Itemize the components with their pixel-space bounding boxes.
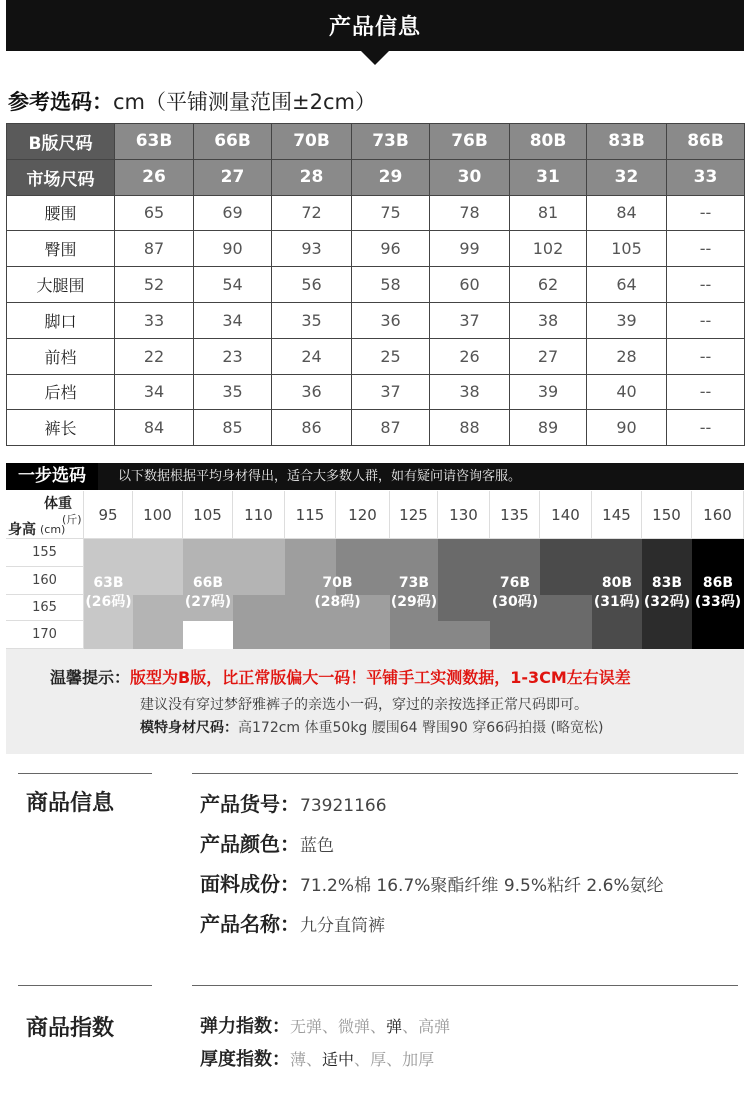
weight-header: 160 [692,491,744,539]
row-label-cell: 脚口 [7,302,115,338]
size-cell: 58 [352,267,430,303]
size-cell: 90 [194,231,272,267]
size-cell: 37 [430,302,510,338]
weight-header: 130 [438,491,490,539]
size-cell: 99 [430,231,510,267]
size-cell: 69 [194,195,272,231]
weight-header: 105 [183,491,233,539]
weight-unit: (斤) [62,513,82,526]
index-option: 弹 [386,1017,403,1036]
size-cell: 36 [272,374,352,410]
size-cell: 36 [352,302,430,338]
thickness-label: 厚度指数： [200,1049,290,1070]
measurement-row [7,410,745,446]
size-zone [438,539,490,621]
index-option: 适中 [322,1050,355,1069]
size-zone [540,539,592,595]
product-info-title: 商品信息 [26,791,115,816]
height-header: 165 [6,595,84,621]
size-zone-label: 83B (32码) [643,575,691,610]
tip-warning [50,665,631,688]
row-label-cell: 腰围 [7,195,115,231]
size-cell: 39 [510,374,587,410]
size-cell: 83B [587,124,667,160]
size-cell: 87 [352,410,430,446]
measurement-row [7,267,745,303]
size-zone-label: 70B (28码) [314,575,361,610]
size-cell: 40 [587,374,667,410]
size-zone [438,621,490,649]
size-cell: 76B [430,124,510,160]
size-cell: 34 [194,302,272,338]
row-label-cell: 大腿围 [7,267,115,303]
size-cell: 38 [510,302,587,338]
product-index-title: 商品指数 [26,1016,115,1041]
size-cell: 87 [115,231,194,267]
size-zone-label: 76B (30码) [491,575,539,610]
size-zone [133,595,183,649]
size-cell: 34 [115,374,194,410]
size-cell: 29 [352,159,430,195]
weight-header: 120 [336,491,390,539]
divider [18,773,152,774]
size-cell: 90 [587,410,667,446]
size-cell: 54 [194,267,272,303]
header-banner [6,0,744,51]
size-zone-label: 63B (26码) [85,575,132,610]
tip-model [140,717,603,737]
size-cell: 56 [272,267,352,303]
height-header: 170 [6,621,84,649]
size-cell: 38 [430,374,510,410]
size-cell: 86B [667,124,745,160]
tips-panel [6,649,744,754]
tip-title: 温馨提示： [50,668,131,687]
measurement-row [7,374,745,410]
weight-header: 150 [642,491,692,539]
size-cell: 64 [587,267,667,303]
index-option: 微弹 [338,1017,371,1036]
weight-header: 125 [390,491,438,539]
row-label-cell: 裤长 [7,410,115,446]
divider [192,985,738,986]
size-cell: -- [667,195,745,231]
quick-size-bar [6,463,744,490]
size-zone-label: 73B (29码) [390,575,438,610]
size-cell: 66B [194,124,272,160]
b-size-header-row [7,124,745,160]
measurement-row [7,231,745,267]
size-cell: 81 [510,195,587,231]
model-value: 高172cm 体重50kg 腰围64 臀围90 穿66码拍摄 (略宽松) [238,720,604,736]
size-cell: 23 [194,338,272,374]
size-cell: 26 [430,338,510,374]
weight-label: 体重 [44,496,72,512]
size-cell: 84 [115,410,194,446]
size-cell: 105 [587,231,667,267]
index-option: 高弹 [418,1017,451,1036]
weight-header: 145 [592,491,642,539]
size-cell: 73B [352,124,430,160]
size-cell: 28 [587,338,667,374]
size-table [6,123,745,446]
row-label-cell: 后档 [7,374,115,410]
size-cell: -- [667,410,745,446]
size-cell: 89 [510,410,587,446]
weight-header: 140 [540,491,592,539]
size-cell: 70B [272,124,352,160]
index-option: 薄 [290,1050,307,1069]
size-cell: 62 [510,267,587,303]
size-cell: 84 [587,195,667,231]
info-row-name: 产品名称：九分直筒裤 [200,912,385,936]
size-cell: 93 [272,231,352,267]
size-cell: -- [667,302,745,338]
weight-header: 100 [133,491,183,539]
size-cell: 35 [194,374,272,410]
size-cell: -- [667,267,745,303]
size-cell: 22 [115,338,194,374]
height-header: 155 [6,539,84,567]
reference-label: 参考选码： [8,90,113,114]
height-header: 160 [6,567,84,595]
quick-size-description: 以下数据根据平均身材得出，适合大多数人群，如有疑问请咨询客服。 [118,469,522,484]
info-row-color: 产品颜色：蓝色 [200,832,334,856]
banner-title: 产品信息 [328,15,421,40]
tip-highlight: 版型为B版，比正常版偏大一码！平铺手工实测数据，1-3CM左右误差 [130,668,631,687]
size-cell: 28 [272,159,352,195]
grid-corner [6,491,84,539]
elastic-index: 弹力指数：无弹、微弹、弹、高弹 [200,1016,451,1037]
quick-size-label: 一步选码 [6,463,98,490]
index-option: 无弹 [290,1017,323,1036]
weight-header: 110 [233,491,285,539]
size-cell: 86 [272,410,352,446]
size-cell: 31 [510,159,587,195]
size-cell: 27 [510,338,587,374]
reference-title [8,86,376,116]
index-option: 厚 [370,1050,387,1069]
model-label: 模特身材尺码： [140,720,238,736]
size-cell: 39 [587,302,667,338]
size-cell: 27 [194,159,272,195]
divider [18,985,152,986]
weight-header: 115 [285,491,336,539]
size-cell: -- [667,231,745,267]
size-cell: 63B [115,124,194,160]
size-cell: 80B [510,124,587,160]
measurement-row [7,338,745,374]
size-zone [540,595,592,649]
size-zone-label: 66B (27码) [184,575,232,610]
size-cell: 85 [194,410,272,446]
size-cell: 25 [352,338,430,374]
info-row-sku: 产品货号：73921166 [200,792,387,816]
divider [192,773,738,774]
thickness-index: 厚度指数：薄、适中、厚、加厚 [200,1049,435,1070]
size-cell: 96 [352,231,430,267]
size-cell: -- [667,338,745,374]
weight-header: 95 [84,491,133,539]
size-cell: -- [667,374,745,410]
height-label: 身高 [8,522,36,538]
measurement-row [7,195,745,231]
row-label-cell: 前档 [7,338,115,374]
row-label-cell: 臀围 [7,231,115,267]
size-cell: 24 [272,338,352,374]
size-cell: 78 [430,195,510,231]
size-cell: 33 [115,302,194,338]
size-cell: 30 [430,159,510,195]
size-cell: 33 [667,159,745,195]
market-size-header-row [7,159,745,195]
size-cell: 35 [272,302,352,338]
tip-advice: 建议没有穿过梦舒雅裤子的亲选小一码，穿过的亲按选择正常尺码即可。 [140,697,588,713]
banner-notch [361,51,389,65]
info-row-fabric: 面料成份：71.2%棉 16.7%聚酯纤维 9.5%粘纤 2.6%氨纶 [200,872,664,896]
size-zone-label: 86B (33码) [694,575,742,610]
reference-note: cm（平铺测量范围±2cm） [113,90,376,114]
size-cell: 26 [115,159,194,195]
weight-height-grid [6,491,744,649]
size-cell: 102 [510,231,587,267]
weight-header: 135 [490,491,540,539]
index-option: 加厚 [402,1050,435,1069]
size-cell: 72 [272,195,352,231]
elastic-label: 弹力指数： [200,1016,290,1037]
measurement-row [7,302,745,338]
height-unit: (cm) [40,523,66,536]
size-zone [133,539,183,595]
row-label-cell: 市场尺码 [7,159,115,195]
row-label-cell: B版尺码 [7,124,115,160]
size-cell: 75 [352,195,430,231]
size-cell: 37 [352,374,430,410]
size-cell: 65 [115,195,194,231]
size-cell: 32 [587,159,667,195]
size-cell: 88 [430,410,510,446]
size-zone [233,595,285,649]
size-cell: 52 [115,267,194,303]
size-cell: 60 [430,267,510,303]
size-zone-label: 80B (31码) [593,575,641,610]
